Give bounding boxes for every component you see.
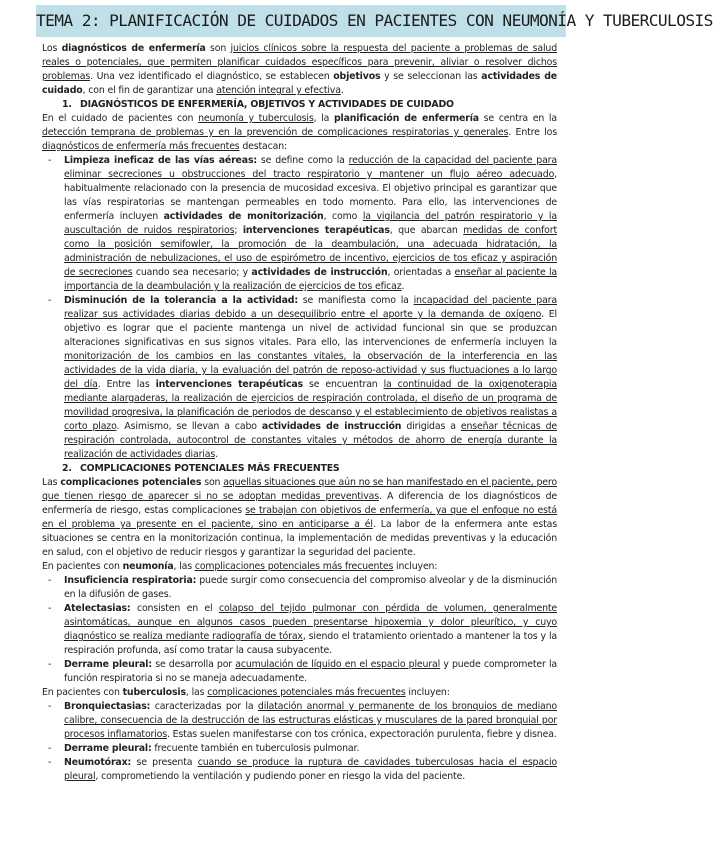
tuberculosis-intro: En pacientes con tuberculosis, las complicaciones potenciales más frecuentes incluyen: <box>42 687 450 698</box>
page-title: TEMA 2: PLANIFICACIÓN DE CUIDADOS EN PACIENTES CON NEUMONÍA Y TUBERCULOSIS <box>36 11 713 30</box>
complication-bronquiectasias: - Bronquiectasias: caracterizadas por la dilatación anormal y permanente de los bronquios de mediano calibre, consecuencia de la destrucción de las estructuras elásticas y musculares de la pared bronquial por procesos inflamatorios. Estas suelen manifestarse con tos crónica, expectoración purulenta, fiebre y disnea. <box>64 700 557 742</box>
section-1-heading: 1. DIAGNÓSTICOS DE ENFERMERÍA, OBJETIVOS Y ACTIVIDADES DE CUIDADO <box>62 99 454 110</box>
section-2-heading: 2. COMPLICACIONES POTENCIALES MÁS FRECUENTES <box>62 463 340 474</box>
neumonia-intro: En pacientes con neumonía, las complicaciones potenciales más frecuentes incluyen: <box>42 561 438 572</box>
neumonia-complications-list <box>42 574 557 686</box>
complication-atelectasias: - Atelectasias: consisten en el colapso del tejido pulmonar con pérdida de volumen, generalmente asintomáticas, aunque en algunos casos pueden presentarse hipoxemia y dolor pleurítico, y cuyo diagnóstico se realiza mediante radiografía de tórax, siendo el tratamiento orientado a mantener la tos y la respiración profunda, así como tratar la causa subyacente. <box>64 602 557 658</box>
diagnosis-item-airway: - Limpieza ineficaz de las vías aéreas: se define como la reducción de la capacidad del paciente para eliminar secreciones u obstrucciones del tracto respiratorio y mantener un flujo aéreo adecuado, habitualmente relacionado con la presencia de mucosidad excesiva. El objetivo principal es garantizar que las vías respiratorias se mantengan permeables en todo momento. Para ello, las intervenciones de enfermería incluyen actividades de monitorización, como la vigilancia del patrón respiratorio y la auscultación de ruidos respiratorios; intervenciones terapéuticas, que abarcan medidas de confort como la posición semifowler, la promoción de la deambulación, una adecuada hidratación, la administración de nebulizaciones, el uso de espirómetro de incentivo, ejercicios de tos eficaz y aspiración de secreciones cuando sea necesario; y actividades de instrucción, orientadas a enseñar al paciente la importancia de la deambulación y la realización de ejercicios de tos eficaz. <box>64 154 557 294</box>
complication-insuficiencia: - Insuficiencia respiratoria: puede surgir como consecuencia del compromiso alveolar y de la disminución en la difusión de gases. <box>64 574 557 602</box>
diagnosis-item-activity: - Disminución de la tolerancia a la actividad: se manifiesta como la incapacidad del paciente para realizar sus actividades diarias debido a un desequilibrio entre el aporte y la demanda de oxígeno. El objetivo es lograr que el paciente mantenga un nivel de actividad funcional sin que se produzcan alteraciones significativas en sus signos vitales. Para ello, las intervenciones de enfermería incluyen la monitorización de los cambios en las constantes vitales, la observación de la interferencia en las actividades de la vida diaria, y la evaluación del patrón de reposo-actividad y sus fluctuaciones a lo largo del día. Entre las intervenciones terapéuticas se encuentran la continuidad de la oxigenoterapia mediante alargaderas, la realización de ejercicios de respiración controlada, el diseño de un programa de movilidad progresiva, la planificación de periodos de descanso y el establecimiento de objetivos realistas a corto plazo. Asimismo, se llevan a cabo actividades de instrucción dirigidas a enseñar técnicas de respiración controlada, autocontrol de constantes vitales y métodos de ahorro de energía durante la realización de actividades diarias. <box>64 294 557 462</box>
diagnosis-list <box>42 154 557 462</box>
document-body <box>42 42 557 784</box>
complication-neumotorax: - Neumotórax: se presenta cuando se produce la ruptura de cavidades tuberculosas hacia el espacio pleural, comprometiendo la ventilación y pudiendo poner en riesgo la vida del paciente. <box>64 756 557 784</box>
section-1-intro: En el cuidado de pacientes con neumonía y tuberculosis, la planificación de enfermería se centra en la detección temprana de problemas y en la prevención de complicaciones respiratorias y generales. Entre los diagnósticos de enfermería más frecuentes destacan: <box>42 113 557 152</box>
intro-paragraph: Los diagnósticos de enfermería son juicios clínicos sobre la respuesta del paciente a problemas de salud reales o potenciales, que permiten planificar cuidados específicos para prevenir, aliviar o resolver dichos problemas. Una vez identificado el diagnóstico, se establecen objetivos y se seleccionan las actividades de cuidado, con el fin de garantizar una atención integral y efectiva. <box>42 43 558 96</box>
section-2-intro: Las complicaciones potenciales son aquellas situaciones que aún no se han manifestado en el paciente, pero que tienen riesgo de aparecer si no se adoptan medidas preventivas. A diferencia de los diagnósticos de enfermería de riesgo, estas complicaciones se trabajan con objetivos de enfermería, ya que el enfoque no está en el problema ya presente en el paciente, sino en anticiparse a él. La labor de la enfermera ante estas situaciones se centra en la monitorización continua, la implementación de medidas preventivas y la educación en salud, con el objetivo de reducir riesgos y garantizar la seguridad del paciente. <box>42 477 558 558</box>
complication-derrame: - Derrame pleural: se desarrolla por acumulación de líquido en el espacio pleural y puede comprometer la función respiratoria si no se maneja adecuadamente. <box>64 658 557 686</box>
complication-derrame-tb: - Derrame pleural: frecuente también en tuberculosis pulmonar. <box>64 742 557 756</box>
tuberculosis-complications-list <box>42 700 557 784</box>
